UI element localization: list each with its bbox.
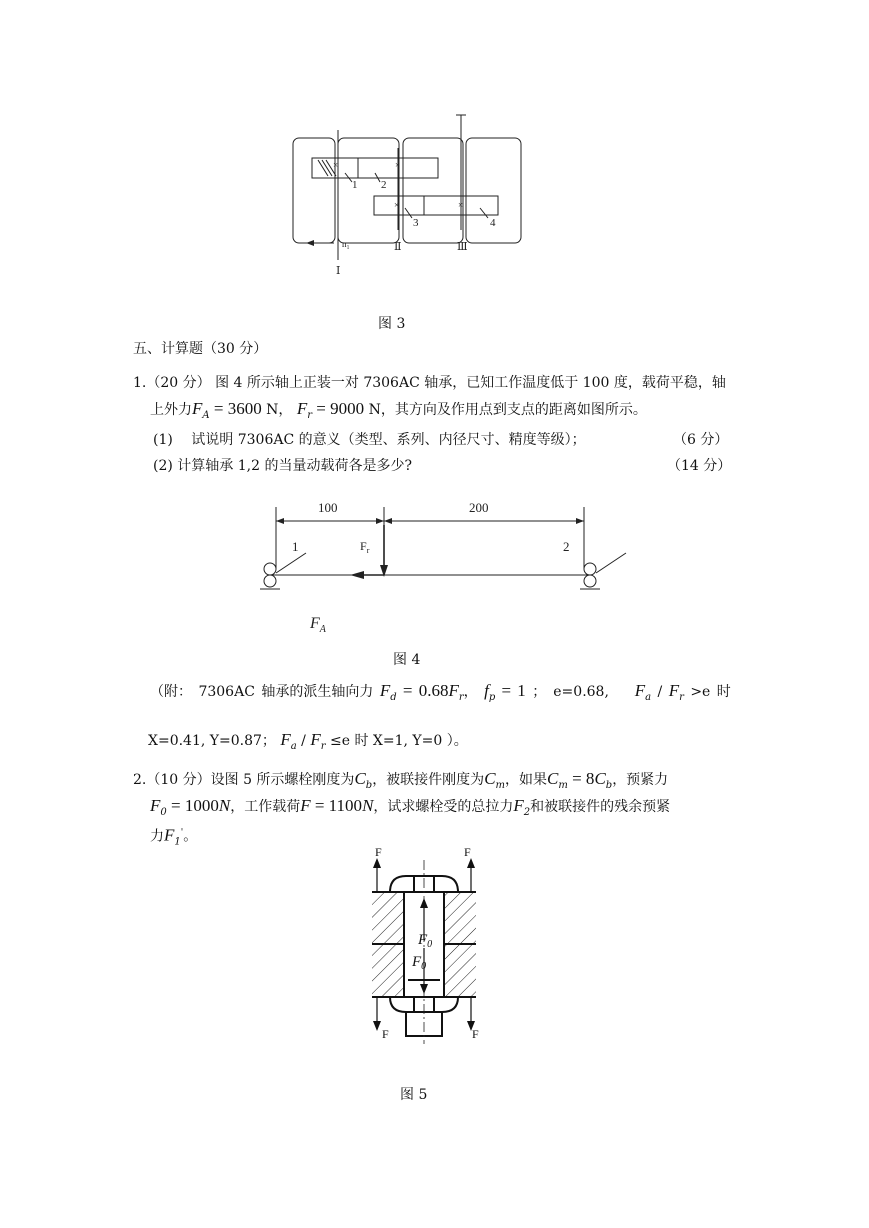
bearing-1-label: 1 (292, 539, 299, 554)
q2-line1: 2.（10 分）设图 5 所示螺栓刚度为$C_b$，被联接件刚度为$C_m$，如果$C_m = 8C_b$，预紧力 (133, 769, 669, 791)
shaft-3-label: Ⅲ (457, 241, 468, 253)
f-bottom-right-label: F (472, 1027, 479, 1041)
q2-line2: $F_0 = 1000N$，工作载荷F = 1100N，试求螺栓受的总拉力$F_2$和被联接件的残余预紧 (150, 796, 671, 818)
figure-3-caption: 图 3 (378, 316, 406, 332)
fr-label: $F_r$ (360, 539, 370, 555)
figure-4-shaft (250, 495, 640, 640)
dim-left-label: 100 (318, 500, 338, 515)
gear-3-label: 3 (413, 217, 419, 229)
figure-5-bolt (360, 840, 490, 1045)
note-line1: （附： 7306AC 轴承的派生轴向力 $F_d = 0.68F_r$， $f_p = 1$ ； e=0.68, $F_a / F_r >e$ 时 (150, 681, 731, 703)
q1-line2: 上外力$F_A = 3600$ N， $F_r = 9000$ N，其方向及作用点到支点的距离如图所示。 (150, 399, 647, 421)
gear-2-label: 2 (381, 179, 387, 191)
gear-1-label: 1 (352, 179, 358, 191)
f-bottom-left-label: F (382, 1027, 389, 1041)
svg-text:×: × (394, 200, 400, 210)
q1-sub2-points: （14 分） (667, 458, 732, 474)
q1-line1: 1.（20 分） 图 4 所示轴上正装一对 7306AC 轴承，已知工作温度低于 100 度，载荷平稳，轴 (133, 375, 726, 391)
figure-3-gearbox (280, 110, 540, 285)
shaft-1-label: Ⅰ (336, 265, 341, 277)
q1-sub1: (1) 试说明 7306AC 的意义（类型、系列、内径尺寸、精度等级）； (153, 432, 586, 448)
svg-text:×: × (333, 160, 339, 170)
svg-text:×: × (458, 200, 464, 210)
svg-text:×: × (395, 160, 401, 170)
figure-4-caption: 图 4 (393, 652, 421, 668)
section-title: 五、计算题（30 分） (133, 341, 268, 357)
f0-lower-label: $F_0$ (412, 954, 427, 972)
bearing-2-label: 2 (563, 539, 570, 554)
n1-label: n₁ (342, 239, 350, 249)
note-line2: X=0.41, Y=0.87； $F_a / F_r \le e$ 时 X=1, Y=0 ）。 (148, 730, 468, 752)
q1-sub1-points: （6 分） (673, 432, 729, 448)
fa-label: $F_A$ (310, 615, 326, 635)
gear-4-label: 4 (490, 217, 496, 229)
f-top-right-label: F (464, 845, 471, 859)
q1-sub2: (2) 计算轴承 1,2 的当量动载荷各是多少? (153, 458, 412, 474)
shaft-2-label: Ⅱ (394, 241, 402, 253)
figure-5-caption: 图 5 (400, 1087, 428, 1103)
f0-upper-label: $F_0$ (418, 932, 433, 950)
dim-right-label: 200 (469, 500, 489, 515)
q2-line3: 力$F_1'$。 (150, 825, 198, 848)
f-top-left-label: F (375, 845, 382, 859)
